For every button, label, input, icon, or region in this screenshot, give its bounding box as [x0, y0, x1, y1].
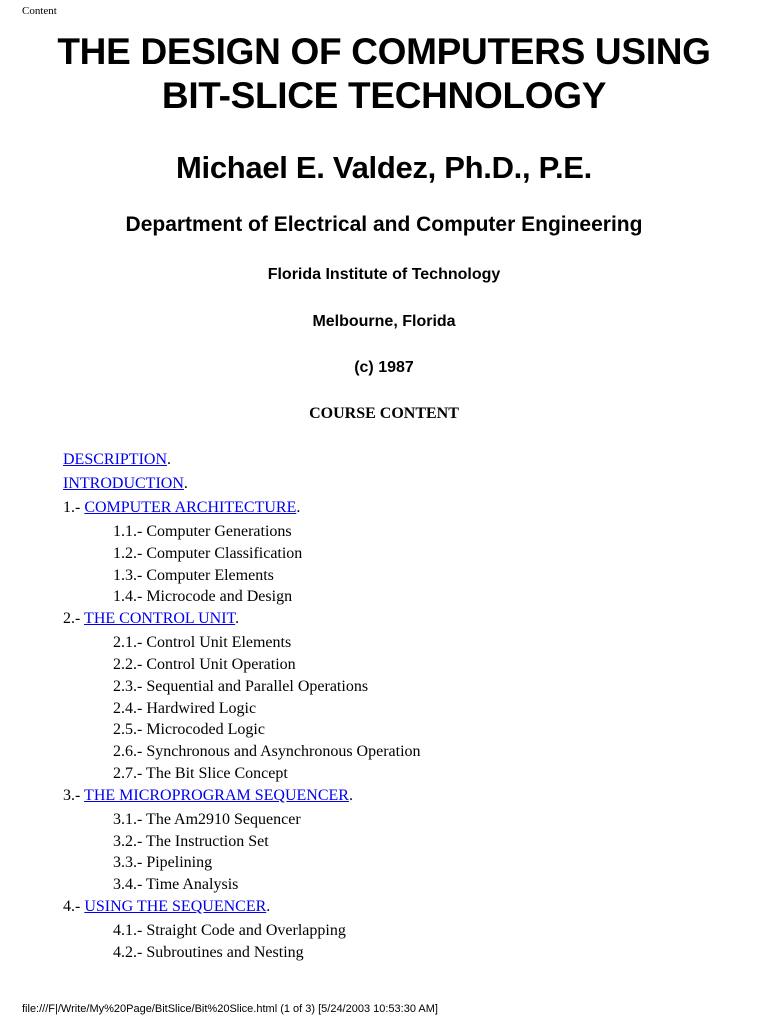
toc-chapter-3: [63, 785, 421, 809]
microprogram-sequencer-link[interactable]: THE MICROPROGRAM SEQUENCER: [84, 786, 349, 804]
toc-punctuation: .: [183, 475, 188, 492]
department-name: Department of Electrical and Computer Engineering: [125, 213, 643, 236]
toc-subsection: 1.2.- Computer Classification: [113, 544, 303, 562]
description-link[interactable]: DESCRIPTION: [63, 451, 168, 468]
toc-subsection: 1.4.- Microcode and Design: [113, 588, 293, 606]
toc-subsection: 2.5.- Microcoded Logic: [113, 721, 265, 739]
table-of-contents: [63, 449, 421, 964]
toc-row-introduction: [63, 473, 421, 497]
document-title: [0, 30, 768, 118]
toc-subsection: 1.1.- Computer Generations: [113, 523, 292, 540]
toc-chapter-4: [63, 896, 421, 920]
copyright-text: (c) 1987: [354, 359, 414, 376]
page-footer-url: file:///F|/Write/My%20Page/BitSlice/Bit%20Slice.html (1 of 3) [5/24/2003 10:53:30 AM]: [22, 1003, 438, 1015]
toc-subsection: 3.1.- The Am2910 Sequencer: [113, 810, 301, 828]
using-the-sequencer-link[interactable]: USING THE SEQUENCER: [84, 897, 267, 915]
toc-subsection: 2.6.- Synchronous and Asynchronous Operation: [113, 743, 421, 761]
computer-architecture-link[interactable]: COMPUTER ARCHITECTURE: [84, 499, 297, 516]
toc-subsection: 1.3.- Computer Elements: [113, 566, 274, 584]
introduction-link[interactable]: INTRODUCTION: [63, 475, 184, 492]
location-text: Melbourne, Florida: [312, 313, 456, 330]
toc-subsection: 2.2.- Control Unit Operation: [113, 655, 296, 673]
chapter-number: 3.-: [63, 786, 85, 804]
toc-subsection: 3.4.- Time Analysis: [113, 876, 239, 894]
chapter-number: 2.-: [63, 610, 85, 628]
title-line-1: THE DESIGN OF COMPUTERS USING: [57, 31, 711, 72]
page-header-label: Content: [22, 5, 57, 17]
toc-punctuation: .: [296, 499, 301, 516]
toc-punctuation: .: [266, 897, 271, 915]
control-unit-link[interactable]: THE CONTROL UNIT: [84, 610, 236, 628]
title-line-2: BIT-SLICE TECHNOLOGY: [161, 75, 607, 116]
toc-punctuation: .: [235, 610, 240, 628]
toc-subsection: 3.2.- The Instruction Set: [113, 832, 269, 850]
author-name: Michael E. Valdez, Ph.D., P.E.: [176, 150, 592, 185]
chapter-number: 4.-: [63, 897, 85, 915]
toc-subsection: 2.7.- The Bit Slice Concept: [113, 764, 288, 782]
course-content-heading: COURSE CONTENT: [309, 405, 459, 422]
toc-subsection: 4.2.- Subroutines and Nesting: [113, 943, 304, 961]
institution-name: Florida Institute of Technology: [267, 266, 501, 283]
toc-subsection: 2.3.- Sequential and Parallel Operations: [113, 677, 369, 695]
toc-row-description: [63, 449, 421, 473]
toc-chapter-2: [63, 608, 421, 632]
toc-subsection: 2.4.- Hardwired Logic: [113, 699, 257, 717]
toc-subsection: 4.1.- Straight Code and Overlapping: [113, 921, 346, 939]
toc-punctuation: .: [348, 786, 353, 804]
toc-chapter-1: [63, 497, 421, 521]
chapter-number: 1.-: [63, 499, 85, 516]
toc-subsection: 2.1.- Control Unit Elements: [113, 634, 292, 652]
toc-subsection: 3.3.- Pipelining: [113, 854, 213, 872]
toc-punctuation: .: [167, 451, 172, 468]
